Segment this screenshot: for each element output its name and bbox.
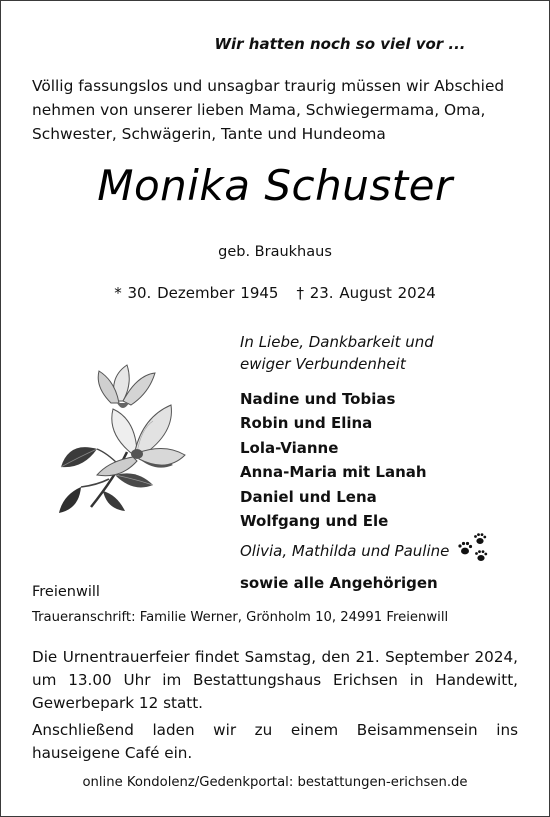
mourners-list: [240, 387, 490, 595]
service-paragraph: Die Urnentrauerfeier findet Samstag, den 21. September 2024, um 13.00 Uhr im Bestattungshaus Erichsen in Handewitt, Gewerbepark 12 statt.: [32, 648, 518, 712]
motto: Wir hatten noch so viel vor ...: [214, 35, 466, 53]
mourning-address: Traueranschrift: Familie Werner, Grönholm 10, 24991 Freienwill: [32, 610, 449, 625]
mourner-entry: Robin und Elina: [240, 414, 373, 433]
online-condolence: online Kondolenz/Gedenkportal: bestattungen-erichsen.de: [82, 775, 468, 790]
mourner-entry: Anna-Maria mit Lanah: [240, 463, 427, 482]
tagline-line: ewiger Verbundenheit: [240, 355, 406, 373]
tagline-line: In Liebe, Dankbarkeit und: [240, 333, 434, 351]
paw-prints-icon: [456, 533, 490, 570]
mourner-entry: Nadine und Tobias: [240, 390, 396, 408]
life-dates: [1, 284, 549, 302]
service-info: [32, 646, 518, 769]
mourner-entry: Lola-Vianne: [240, 438, 339, 457]
mourner-entry: Olivia, Mathilda und Pauline: [240, 542, 450, 561]
magnolia-flower-image: [57, 357, 187, 521]
mourner-entry: sowie alle Angehörigen: [240, 573, 438, 592]
mourner-entry-pets: [240, 533, 490, 570]
maiden-name: geb. Braukhaus: [218, 244, 332, 260]
deceased-name: Monika Schuster: [97, 161, 453, 210]
magnolia-icon: [57, 357, 187, 517]
death-date: † 23. August 2024: [296, 284, 436, 302]
birth-date: * 30. Dezember 1945: [114, 284, 279, 302]
mourner-entry: Daniel und Lena: [240, 487, 377, 506]
mourner-entry: Wolfgang und Ele: [240, 512, 389, 531]
intro-text: Völlig fassungslos und unsagbar traurig müssen wir Abschied nehmen von unserer lieben Mama, Schwiegermama, Oma, Schwester, Schwägerin, Tante und Hundeoma: [32, 77, 505, 143]
service-paragraph: Anschließend laden wir zu einem Beisammensein ins hauseigene Café ein.: [32, 721, 518, 762]
place: Freienwill: [32, 584, 100, 600]
tagline: [240, 331, 434, 375]
